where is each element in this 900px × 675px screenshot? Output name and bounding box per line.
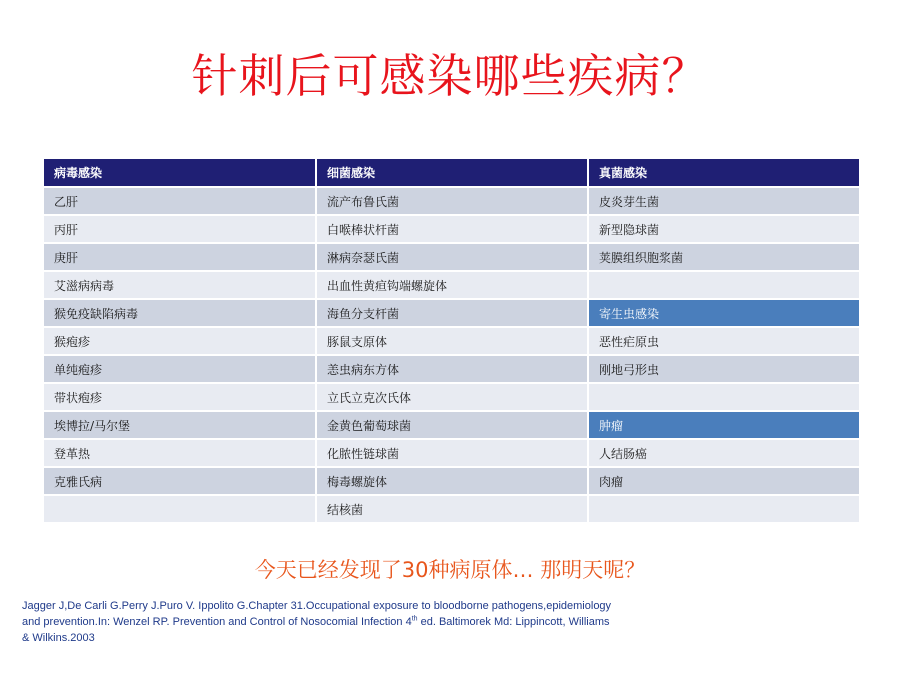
table-row	[44, 439, 860, 467]
table-body	[44, 187, 860, 523]
table-row	[44, 243, 860, 271]
page-title: 针刺后可感染哪些疾病？	[191, 49, 709, 103]
table-cell: 出血性黄疸钩端螺旋体	[316, 271, 588, 299]
table-cell: 刚地弓形虫	[588, 355, 860, 383]
table-row	[44, 327, 860, 355]
table-cell: 荚膜组织胞浆菌	[588, 243, 860, 271]
table-cell: 金黄色葡萄球菌	[316, 411, 588, 439]
table-cell: 流产布鲁氏菌	[316, 187, 588, 215]
table-row	[44, 299, 860, 327]
reference-edition-sup: th	[411, 615, 418, 623]
table-cell: 立氏立克次氏体	[316, 383, 588, 411]
reference-citation	[22, 598, 722, 646]
table-cell: 登革热	[44, 439, 316, 467]
table-cell: 新型隐球菌	[588, 215, 860, 243]
table-row	[44, 271, 860, 299]
header-bacteria: 细菌感染	[316, 159, 588, 187]
table-row	[44, 411, 860, 439]
table-cell: 恶性疟原虫	[588, 327, 860, 355]
table-cell: 海鱼分支杆菌	[316, 299, 588, 327]
table-cell: 埃博拉/马尔堡	[44, 411, 316, 439]
table-cell: 肉瘤	[588, 467, 860, 495]
reference-line-3: & Wilkins.2003	[22, 632, 95, 644]
table-row	[44, 215, 860, 243]
table-cell	[588, 383, 860, 411]
table-cell	[44, 495, 316, 523]
table-row	[44, 383, 860, 411]
table-cell: 皮炎芽生菌	[588, 187, 860, 215]
table-cell: 白喉棒状杆菌	[316, 215, 588, 243]
table-cell: 带状疱疹	[44, 383, 316, 411]
table-cell: 乙肝	[44, 187, 316, 215]
table-row	[44, 187, 860, 215]
table-cell: 艾滋病病毒	[44, 271, 316, 299]
header-virus: 病毒感染	[44, 159, 316, 187]
table-cell	[588, 271, 860, 299]
table-cell: 梅毒螺旋体	[316, 467, 588, 495]
table-row	[44, 467, 860, 495]
pathogen-table	[44, 159, 861, 524]
table-cell: 肿瘤	[588, 411, 860, 439]
table-cell: 猴疱疹	[44, 327, 316, 355]
table-cell: 人结肠癌	[588, 439, 860, 467]
reference-line-2-pre: and prevention.In: Wenzel RP. Prevention and Control of Nosocomial Infection 4	[22, 616, 412, 628]
table-cell: 庚肝	[44, 243, 316, 271]
table-cell: 克雅氏病	[44, 467, 316, 495]
reference-line-2-post: ed. Baltimorek Md: Lippincott, Williams	[417, 616, 610, 628]
table-header-row	[44, 159, 860, 187]
table-cell: 猴免疫缺陷病毒	[44, 299, 316, 327]
subtitle: 今天已经发现了30种病原体… 那明天呢？	[254, 558, 646, 582]
table-cell: 单纯疱疹	[44, 355, 316, 383]
table-cell: 豚鼠支原体	[316, 327, 588, 355]
table-cell	[588, 495, 860, 523]
header-fungi: 真菌感染	[588, 159, 860, 187]
table-cell: 化脓性链球菌	[316, 439, 588, 467]
reference-line-2	[22, 614, 722, 630]
table-cell: 结核菌	[316, 495, 588, 523]
table-cell: 寄生虫感染	[588, 299, 860, 327]
table-cell: 淋病奈瑟氏菌	[316, 243, 588, 271]
table-cell: 恙虫病东方体	[316, 355, 588, 383]
table-row	[44, 355, 860, 383]
table-cell: 丙肝	[44, 215, 316, 243]
table-row	[44, 495, 860, 523]
reference-line-1: Jagger J,De Carli G.Perry J.Puro V. Ippolito G.Chapter 31.Occupational exposure to bloodborne pathogens,epidemiology	[22, 600, 612, 612]
